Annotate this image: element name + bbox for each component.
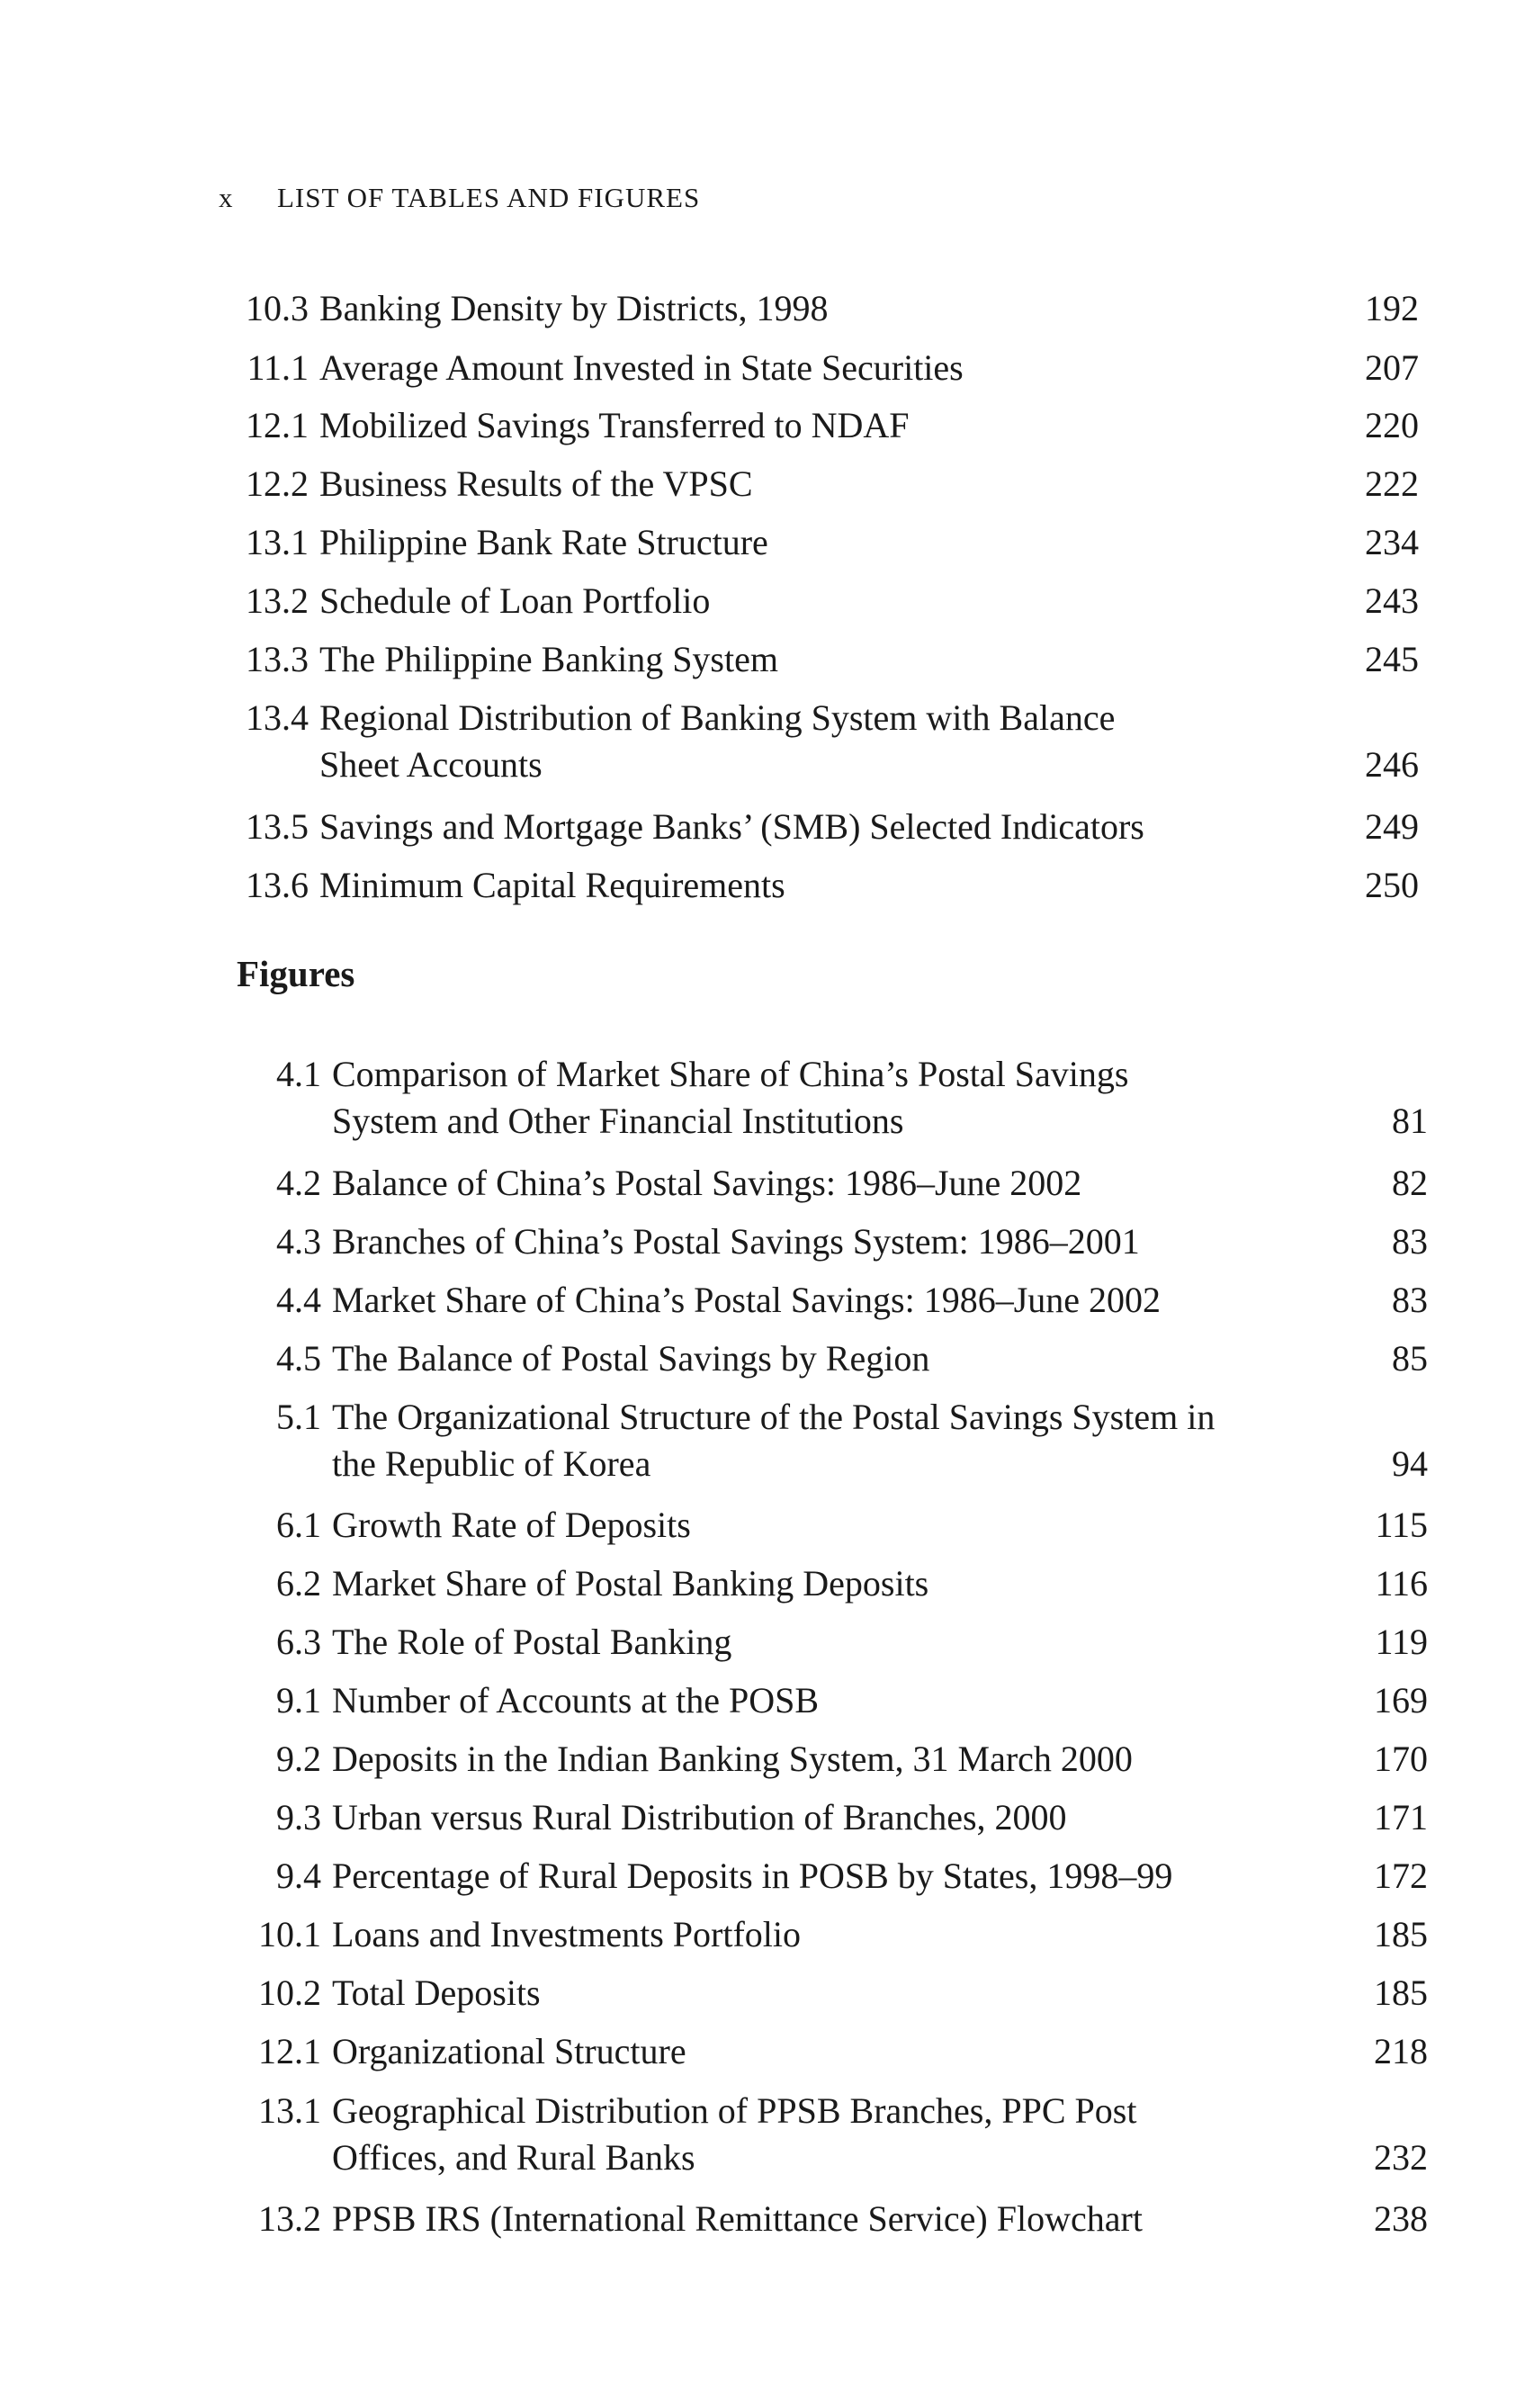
figure-number: 9.4 — [276, 1855, 321, 1896]
figure-number: 12.1 — [258, 2031, 321, 2071]
figure-title: Growth Rate of Deposits — [332, 1505, 691, 1545]
figure-page-number: 172 — [1374, 1855, 1428, 1896]
figure-number: 4.5 — [276, 1338, 321, 1379]
figure-title: Geographical Distribution of PPSB Branches, PPC Post — [332, 2090, 1137, 2131]
figure-number: 6.2 — [276, 1563, 321, 1604]
table-title: Average Amount Invested in State Securities — [319, 347, 964, 388]
table-title: Business Results of the VPSC — [319, 463, 753, 504]
table-title: Schedule of Loan Portfolio — [319, 580, 711, 621]
table-number: 13.2 — [246, 580, 309, 621]
figure-page-number: 169 — [1374, 1680, 1428, 1721]
figure-title: Number of Accounts at the POSB — [332, 1680, 820, 1721]
figure-title: Loans and Investments Portfolio — [332, 1914, 802, 1954]
figure-number: 4.3 — [276, 1221, 321, 1262]
figure-title: PPSB IRS (International Remittance Service) Flowchart — [332, 2198, 1143, 2239]
figure-number: 13.2 — [258, 2198, 321, 2239]
figure-page-number: 185 — [1374, 1972, 1428, 2013]
table-number: 13.6 — [246, 865, 309, 905]
figure-page-number: 82 — [1392, 1163, 1428, 1203]
figure-page-number: 83 — [1392, 1280, 1428, 1320]
figure-number: 9.2 — [276, 1739, 321, 1779]
table-page-number: 250 — [1365, 865, 1419, 905]
figure-title: Branches of China’s Postal Savings System: 1986–2001 — [332, 1221, 1140, 1262]
figure-number: 4.4 — [276, 1280, 321, 1320]
figure-title: Balance of China’s Postal Savings: 1986–June 2002 — [332, 1163, 1082, 1203]
figure-page-number: 81 — [1392, 1101, 1428, 1141]
figure-page-number: 119 — [1375, 1622, 1428, 1662]
figure-page-number: 171 — [1374, 1797, 1428, 1837]
figure-number: 4.1 — [276, 1054, 321, 1094]
figure-number: 6.1 — [276, 1505, 321, 1545]
table-page-number: 192 — [1365, 288, 1419, 328]
figure-title: Offices, and Rural Banks — [332, 2137, 695, 2178]
figure-page-number: 218 — [1374, 2031, 1428, 2071]
figure-title: Percentage of Rural Deposits in POSB by States, 1998–99 — [332, 1855, 1173, 1896]
running-head — [219, 180, 700, 216]
figure-number: 4.2 — [276, 1163, 321, 1203]
figure-number: 6.3 — [276, 1622, 321, 1662]
figure-title: Market Share of Postal Banking Deposits — [332, 1563, 929, 1604]
table-number: 11.1 — [247, 347, 309, 388]
figure-title: The Organizational Structure of the Postal Savings System in — [332, 1397, 1216, 1437]
table-page-number: 234 — [1365, 522, 1419, 562]
figure-title: Total Deposits — [332, 1972, 541, 2013]
figure-page-number: 94 — [1392, 1443, 1428, 1484]
table-title: Minimum Capital Requirements — [319, 865, 785, 905]
figure-title: System and Other Financial Institutions — [332, 1101, 904, 1141]
figure-title: Market Share of China’s Postal Savings: 1986–June 2002 — [332, 1280, 1162, 1320]
table-page-number: 222 — [1365, 463, 1419, 504]
figure-title: Comparison of Market Share of China’s Postal Savings — [332, 1054, 1129, 1094]
figure-page-number: 238 — [1374, 2198, 1428, 2239]
figure-number: 13.1 — [258, 2090, 321, 2131]
figure-page-number: 85 — [1392, 1338, 1428, 1379]
table-page-number: 245 — [1365, 639, 1419, 679]
figure-page-number: 116 — [1375, 1563, 1428, 1604]
table-number: 12.2 — [246, 463, 309, 504]
figure-page-number: 83 — [1392, 1221, 1428, 1262]
page-folio: x — [219, 182, 234, 213]
table-title: Philippine Bank Rate Structure — [319, 522, 768, 562]
figure-page-number: 232 — [1374, 2137, 1428, 2178]
table-page-number: 243 — [1365, 580, 1419, 621]
figure-title: Urban versus Rural Distribution of Branches, 2000 — [332, 1797, 1067, 1837]
table-page-number: 220 — [1365, 405, 1419, 445]
figure-title: the Republic of Korea — [332, 1443, 651, 1484]
figure-page-number: 170 — [1374, 1739, 1428, 1779]
figure-number: 10.2 — [258, 1972, 321, 2013]
table-title: Savings and Mortgage Banks’ (SMB) Selected Indicators — [319, 806, 1144, 847]
figure-title: Deposits in the Indian Banking System, 31 March 2000 — [332, 1739, 1133, 1779]
figure-title: The Balance of Postal Savings by Region — [332, 1338, 930, 1379]
table-number: 10.3 — [246, 288, 309, 328]
table-number: 12.1 — [246, 405, 309, 445]
figure-page-number: 185 — [1374, 1914, 1428, 1954]
running-head-title: LIST OF TABLES AND FIGURES — [277, 182, 701, 213]
table-page-number: 207 — [1365, 347, 1419, 388]
table-number: 13.5 — [246, 806, 309, 847]
table-number: 13.4 — [246, 697, 309, 738]
figure-number: 9.3 — [276, 1797, 321, 1837]
table-page-number: 246 — [1365, 744, 1419, 785]
table-title: Banking Density by Districts, 1998 — [319, 288, 829, 328]
figures-heading: Figures — [237, 953, 355, 994]
table-title: Mobilized Savings Transferred to NDAF — [319, 405, 910, 445]
figure-title: The Role of Postal Banking — [332, 1622, 732, 1662]
figure-number: 9.1 — [276, 1680, 321, 1721]
figure-number: 5.1 — [276, 1397, 321, 1437]
table-title: Sheet Accounts — [319, 744, 543, 785]
figure-title: Organizational Structure — [332, 2031, 686, 2071]
table-number: 13.3 — [246, 639, 309, 679]
figure-number: 10.1 — [258, 1914, 321, 1954]
table-page-number: 249 — [1365, 806, 1419, 847]
figure-page-number: 115 — [1375, 1505, 1428, 1545]
table-number: 13.1 — [246, 522, 309, 562]
table-title: Regional Distribution of Banking System with Balance — [319, 697, 1116, 738]
table-title: The Philippine Banking System — [319, 639, 778, 679]
